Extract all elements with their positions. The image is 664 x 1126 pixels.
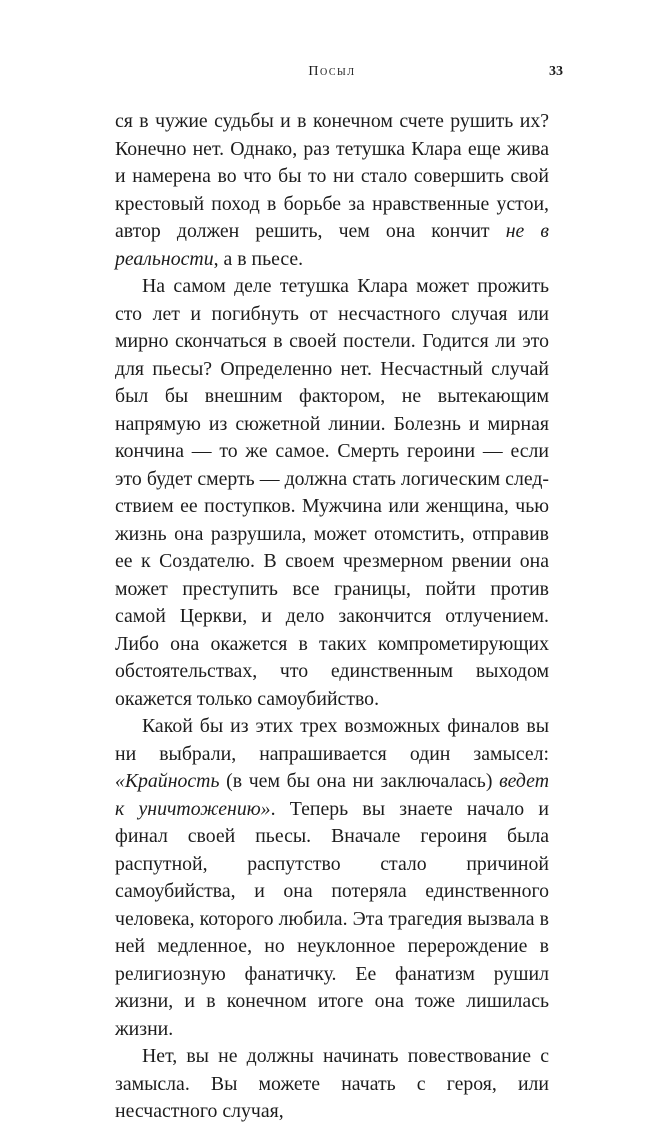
body-text: [115, 108, 549, 1126]
paragraph-continuation: [115, 108, 549, 273]
paragraph: [115, 713, 549, 1043]
italic-phrase: ведет к уничтожению»: [115, 770, 549, 820]
text-segment: Нет, вы не должны начинать повествование с замысла. Вы можете начать с героя, или несчастного случая,: [115, 1045, 549, 1122]
paragraph: [115, 1043, 549, 1126]
text-segment: На самом деле тетушка Клара может прожить сто лет и погибнуть от несчастного случая или мирно скончаться в своей постели. Годится ли это для пьесы? Определенно нет. Несчастный случай был бы внешним фактором, не вытекающим напрямую из сюжетной линии. Болезнь и мирная кончина — то же самое. Смерть героини — если это будет смерть — должна стать логическим следствием ее поступков. Мужчина или женщина, чью жизнь она разрушила, может отомстить, отправив ее к Создателю. В своем чрезмерном рвении она может преступить все границы, пойти против самой Церкви, и дело закончится отлучением. Либо она окажется в таких компрометирующих обстоятельствах, что единственным выходом окажется только самоубийство.: [115, 275, 549, 710]
paragraph: [115, 273, 549, 713]
italic-phrase: не в реальности: [115, 220, 549, 270]
page-number: 33: [549, 64, 563, 79]
text-segment: , а в пьесе.: [213, 247, 304, 270]
text-segment: ся в чужие судьбы и в конечном счете рушить их? Конечно нет. Однако, раз тетушка Клара еще жива и намерена во что бы то ни стало совершить свой крестовый поход в борьбе за нравственные устои, автор должен решить, чем она кончит: [115, 110, 549, 242]
running-head-title: Посыл: [308, 64, 356, 79]
text-segment: . Теперь вы знаете начало и финал своей пьесы. Вначале героиня была распутной, распутство стало причиной самоубийства, и она потеряла единственного человека, которого любила. Эта трагедия вызвала в ней медленное, но неуклонное перерождение в религиозную фанатичку. Ее фанатизм рушил жизни, и в конечном итоге она тоже лишилась жизни.: [115, 797, 549, 1040]
italic-phrase: «Крайность: [115, 770, 220, 792]
text-segment: (в чем бы она ни заключалась): [219, 770, 500, 792]
text-segment: Какой бы из этих трех возможных финалов вы ни выбрали, напрашивается один замысел:: [115, 715, 549, 765]
